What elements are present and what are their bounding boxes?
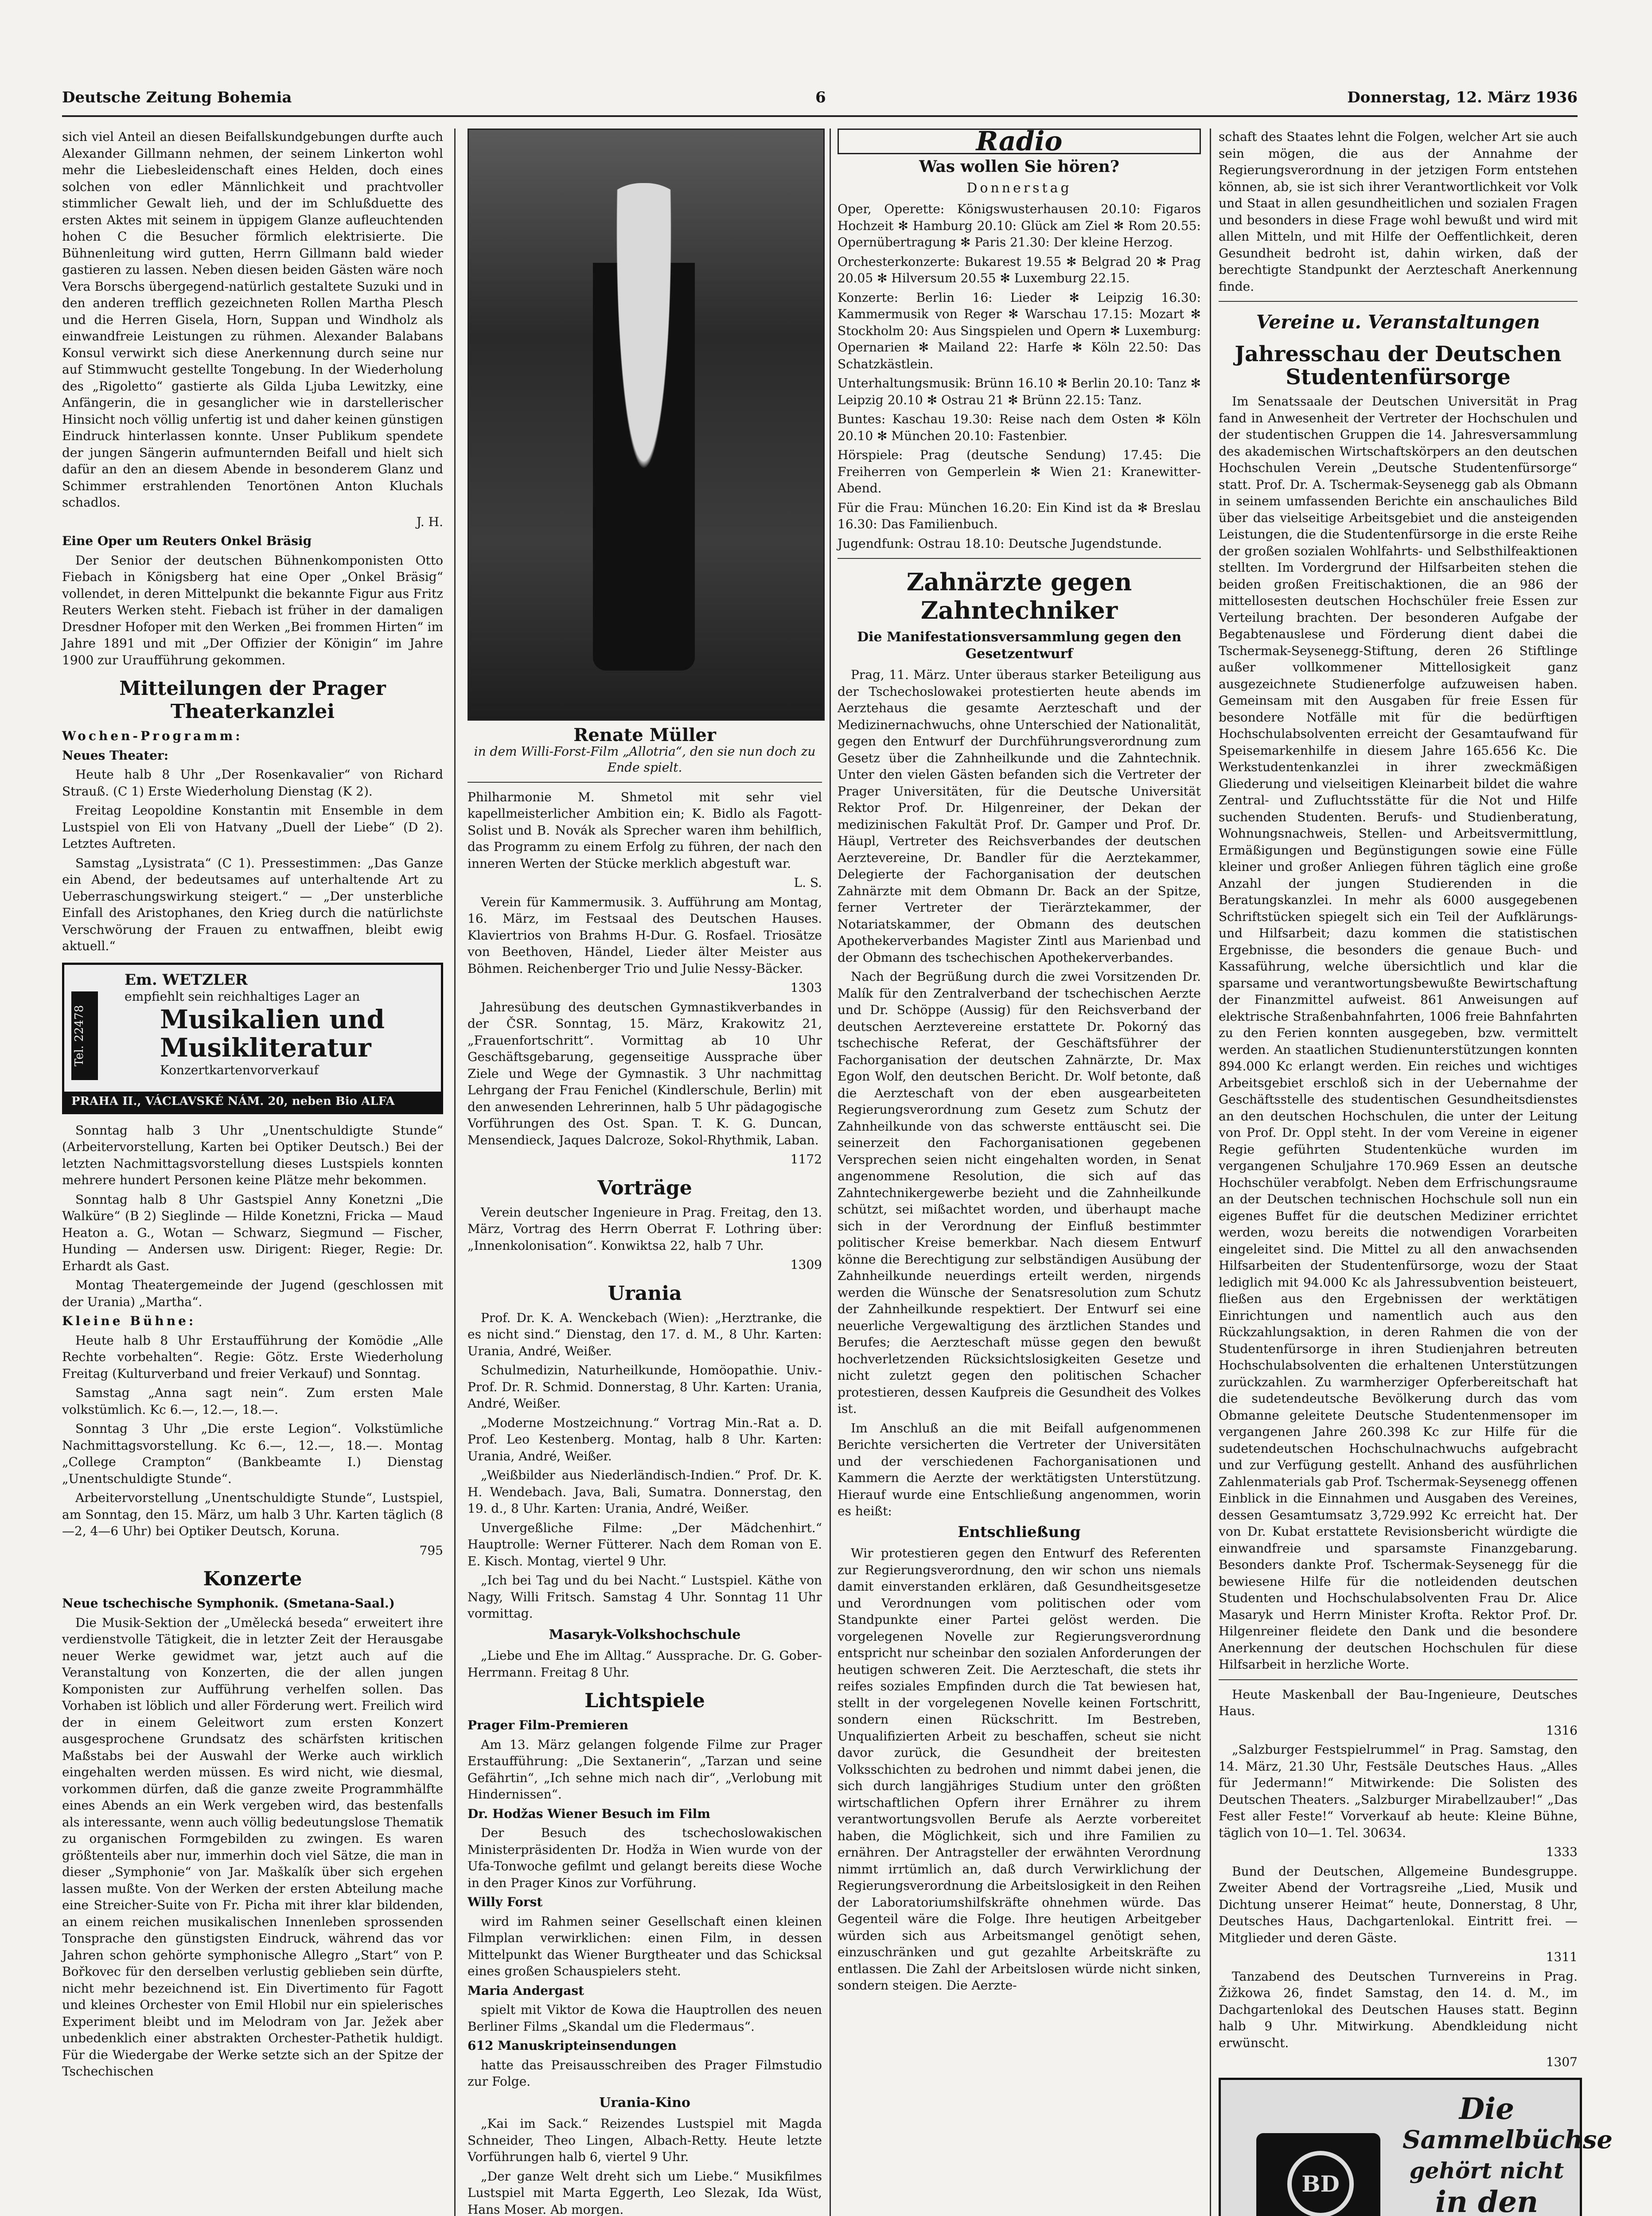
article-paragraph: spielt mit Viktor de Kowa die Hauptrollen des neuen Berliner Films „Skandal um die Fledermaus“. xyxy=(468,2002,822,2034)
article-headline: Jahresschau der Deutschen Studentenfürsorge xyxy=(1235,342,1562,390)
divider xyxy=(468,782,822,783)
column-1 xyxy=(62,129,443,2083)
ad-subline: Konzertkartenvorverkauf xyxy=(160,1062,319,1077)
radio-listing: Oper, Operette: Königswusterhausen 20.10: Figaros Hochzeit ✻ Hamburg 20.10: Glück am Ziel ✻ Rom 20.55: Opernübertragung ✻ Paris 21.30: Der kleine Herzog. xyxy=(838,202,1201,250)
section-heading: Lichtspiele xyxy=(584,1689,705,1712)
notice-entry: „Weißbilder aus Niederländisch-Indien.“ Prof. Dr. K. H. Wendebach. Java, Bali, Sumatra. Donnerstag, den 19. d., 8 Uhr. Karten: Urania, André, Weißer. xyxy=(468,1468,822,1516)
collection-box-poster xyxy=(1219,2078,1613,2216)
theater-heading: Kleine Bühne: xyxy=(62,1314,196,1328)
article-paragraph: Philharmonie M. Shmetol mit sehr viel kapellmeisterlicher Ambition ein; K. Bidlo als Fagott-Solist und B. Novák als Sprecher waren ihm behilflich, das Programm zu einem Erfolg zu führen, der nach den inneren Werten der Stücke merklich abgestuft war. xyxy=(468,789,822,871)
ad-tagline: empfiehlt sein reichhaltiges Lager an xyxy=(125,989,360,1004)
divider xyxy=(1219,1679,1578,1680)
notice-number: 795 xyxy=(419,1543,443,1558)
notice-entry: „Salzburger Festspielrummel“ in Prag. Samstag, den 14. März, 21.30 Uhr, Festsäle Deutsches Haus. „Alles für Jedermann!“ Mitwirkende: Die Solisten des Deutschen Theaters. „Salzburger Mirabellzauber!“ „Das Fest aller Feste!“ Vorverkauf ab heute: Kleine Bühne, täglich von 10—1. Tel. 30634. xyxy=(1219,1742,1578,1840)
bd-badge: BD xyxy=(1287,2151,1354,2216)
notice-entry: Schulmedizin, Naturheilkunde, Homöopathie. Univ.-Prof. Dr. R. Schmid. Donnerstag, 8 Uhr. Karten: Urania, André, Weißer. xyxy=(468,1363,822,1411)
article-paragraph: Im Senatssaale der Deutschen Universität in Prag fand in Anwesenheit der Vertreter der Hochschulen und der studentischen Gruppen die 14. Jahresversammlung des akademischen Wirtschaftskörpers an den deutschen Hochschulen Verein „Deutsche Studentenfürsorge“ statt. Prof. Dr. A. Tschermak-Seysenegg gab als Obmann in seinem umfassenden Berichte ein anschauliches Bild über das vielseitige Arbeitsgebiet und die ansteigenden Leistungen, die die Studentenfürsorge in die erste Reihe der großen sozialen Wohlfahrts- und Selbsthilfeaktionen stellten. Im Vordergrund der Hilfsarbeiten stehen die beiden großen Freitischaktionen, die an 986 der mittellosesten deutschen Hochschüler freie Essen zur Verteilung brachten. Der besonderen Aufgabe der Begabtenauslese und Förderung dient dabei die Tschermak-Seysenegg-Stiftung, deren 26 Stiftlinge außer vollkommener Mittellosigkeit ganz ausgezeichnete Studienerfolge aufzuweisen haben. Gemeinsam mit den Ausgaben für freie Essen für besondere Notfälle mit für die bedürftigen Hochschulabsolventen erreicht der Gesamtaufwand für Speisemarkenhilfe in diesem Jahre 165.656 Kc. Die Werkstudentenkanzlei in ihrer zweckmäßigen Gliederung und vielseitigen Kleinarbeit bildet die wahre Zentral- und Zufluchtsstätte für die Not und Hilfe suchenden Studenten. Berufs- und Studienberatung, Wohnungsnachweis, Stellen- und Arbeitsvermittlung, Ermäßigungen und Begünstigungen sowie eine Fülle kleiner und großer Anliegen führen täglich eine große Anzahl der jungen Studierenden in die Beratungskanzlei. In mehr als 6000 ausgegebenen Schriftstücken spiegelt sich ein Teil der Aufklärungs- und Hilfsarbeit; dazu kommen die statistischen Ergebnisse, die besonders die genaue Buch- und Kassaführung, welche übersichtlich und klar die sparsame und verantwortungsbewußte Bewirtschaftung der Finanzmittel aufweist. 861 Anweisungen auf elektrische Straßenbahnfahrten, 1006 freie Bahnfahrten zu den Ferien konnten ausgegeben, bzw. vermittelt werden. An staatlichen Studienunterstützungen konnten 894.000 Kc erlangt werden. Ein reiches und wichtiges Arbeitsgebiet erschloß sich in der Uebernahme der Geschäftsstelle des studentischen Gesundheitsdienstes an den deutschen Hochschulen, die unter der Leitung von Prof. Dr. Oppl steht. In der vom Vereine in eigener Regie geführten Studentenküche wurden im vergangenen Schuljahre 170.969 Essen an deutsche Hochschüler verabfolgt. Neben dem Erfrischungsraume an der Deutschen technischen Hochschule soll nun ein eigenes Buffet für die deutschen Mediziner errichtet werden, wozu bereits die notwendigen Vorarbeiten eingeleitet sind. Die Mittel zu all den anwachsenden Hilfsarbeiten der Studentenfürsorge, wozu der Staat lediglich mit 94.000 Kc als Jahressubvention beisteuert, fließen aus den Ergebnissen der werktätigen Einrichtungen und namentlich auch aus den Rückzahlungsaktion, in deren Rahmen die von der Studentenfürsorge in ihren Studienjahren betreuten Hochschulabsolventen die erhaltenen Unterstützungen zurückzahlen. Zu warmherziger Opferbereitschaft hat die sudetendeutsche Bevölkerung durch das vom Obmanne geleitete Deutsche Studentenmensoper im vergangenen Jahre 260.398 Kc zur Hilfe für die sudetendeutschen Hochschulnachwuchs aufgebracht und zur Verfügung gestellt. Anhand des ausführlichen Zahlenmaterials gab Prof. Tschermak-Seysenegg offenen Einblick in die Einnahmen und Ausgaben des Vereines, dessen Gesamtumsatz 3,729.992 Kc erreicht hat. Der von Dr. Kubat erstattete Revisionsbericht würdigte die einwandfreie und sparsamste Finanzgebarung. Besonders dankte Prof. Tschermak-Seysenegg für die bewiesene Hilfe für die notleidenden deutschen Studenten und Hochschulabsolventen Frau Dr. Alice Masaryk und Herrn Minister Krofta. Rektor Prof. Dr. Hilgenreiner fleidete den Dank und die besondere Anerkennung der deutschen Hochschulen für diese Hilfsarbeit in herzliche Worte. xyxy=(1219,394,1578,1672)
divider xyxy=(838,558,1201,559)
article-heading: Dr. Hodžas Wiener Besuch im Film xyxy=(468,1806,710,1821)
radio-listing: Orchesterkonzerte: Bukarest 19.55 ✻ Belgrad 20 ✻ Prag 20.05 ✻ Hilversum 20.55 ✻ Luxemburg 22.15. xyxy=(838,254,1201,285)
weekday-label: Donnerstag xyxy=(966,180,1072,196)
page-header xyxy=(62,89,1578,117)
article-paragraph: Nach der Begrüßung durch die zwei Vorsitzenden Dr. Malík für den Zentralverband der tschechischen Aerzte und Dr. Schöppe (Aussig) für den Reichsverband der deutschen Aerztevereine erstattete Dr. Pokorný das tschechische Referat, der Geschäftsführer der Fachorganisation der deutschen Zahnärzte, Dr. Max Egon Wolf, den deutschen Bericht. Dr. Wolf betonte, daß die Aerzteschaft von der eben ausgearbeiteten Regierungsverordnung zum Gesetz zum Schutz der Zahnheilkunde von das schwerste enttäuscht sei. Die seinerzeit den Fachorganisationen gegebenen Versprechen seien nicht eingehalten worden, in Senat angenommene Resolution, die sich auf das Zahntechnikergewerbe bezieht und die Zahnheilkunde schützt, sei mißachtet worden, und überhaupt mache sich in der Verordnung der Einfluß bestimmter politischer Kreise bemerkbar. Nach diesem Entwurf könne die Berechtigung zur selbständigen Ausübung der Zahnheilkunde neuerdings erteilt werden, nirgends werden die Wünsche der Senatsresolution zum Schutz der Zahnheilkunde respektiert. Der Entwurf sei eine neuerliche Vergewaltigung des ärztlichen Standes und Berufes; die Aerzteschaft müsse gegen den bewußt hochverletzenden Rücksichtslosigkeiten Gesetze und nicht zuletzt gegen den politischen Schacher protestieren, dessen Kaufpreis die Gesundheit des Volkes ist. xyxy=(838,969,1201,1416)
notice-entry: Verein deutscher Ingenieure in Prag. Freitag, den 13. März, Vortrag des Herrn Oberrat F. Lothring über: „Innenkolonisation“. Konwiktsa 22, halb 7 Uhr. xyxy=(468,1205,822,1253)
poster-line: Die xyxy=(1459,2091,1515,2126)
wetzler-advertisement xyxy=(62,963,443,1114)
notice-number: 1309 xyxy=(790,1257,822,1272)
article-paragraph: Am 13. März gelangen folgende Filme zur Prager Erstaufführung: „Die Sextanerin“, „Tarzan und seine Gefährtin“, „Ich sehne mich nach dir“, „Verlobung mit Hindernissen“. xyxy=(468,1737,822,1802)
article-paragraph: hatte das Preisausschreiben des Prager Filmstudio zur Folge. xyxy=(468,2057,822,2089)
column-4 xyxy=(1219,129,1613,2216)
ad-headline: Musikalien und xyxy=(160,1004,385,1034)
article-subheadline: Die Manifestationsversammlung gegen den Gesetzentwurf xyxy=(857,629,1181,662)
page-number: 6 xyxy=(815,89,826,106)
article-heading: Willy Forst xyxy=(468,1895,543,1909)
notice-number: 1303 xyxy=(790,980,822,995)
notice-entry: „Liebe und Ehe im Alltag.“ Aussprache. Dr. G. Gober-Herrmann. Freitag 8 Uhr. xyxy=(468,1648,822,1680)
issue-date: Donnerstag, 12. März 1936 xyxy=(1347,89,1578,106)
ad-company: Em. WETZLER xyxy=(125,971,248,989)
ad-address: PRAHA II., VÁCLAVSKÉ NÁM. 20, neben Bio ALFA xyxy=(64,1092,441,1112)
notice-entry: Verein für Kammermusik. 3. Aufführung am Montag, 16. März, im Festsaal des Deutschen Hauses. Klaviertrios von Brahms H-Dur. G. Rosfael. Triosätze von Beethoven, Händel, Lieder älter Meister aus Böhmen. Reichenberger Trio und Julie Nessy-Bäcker. xyxy=(468,894,822,976)
section-heading: Mitteilungen der Prager Theaterkanzlei xyxy=(119,677,386,723)
ad-headline: Musikliteratur xyxy=(160,1032,371,1063)
program-entry: Heute halb 8 Uhr Erstaufführung der Komödie „Alle Rechte vorbehalten“. Regie: Götz. Erste Wiederholung Freitag (Kulturverband und freier Verkauf) und Sonntag. xyxy=(62,1333,443,1381)
article-paragraph: Prag, 11. März. Unter überaus starker Beteiligung aus der Tschechoslowakei protestierten heute abends im Aerztehaus die gesamte Aerzteschaft und der Medizinernachwuchs, ohne Unterschied der Nationalität, gegen den Entwurf der Durchführungsverordnung zum Gesetz über die Zahnheilkunde und die Zahntechnik. Unter den vielen Gästen befanden sich die Vertreter der Prager Universitäten, für die Deutsche Universität Rektor Prof. Dr. Hilgenreiner, der Dekan der medizinischen Fakultät Prof. Dr. Gamper und Prof. Dr. Häupl, Vertreter des Reichsverbandes der deutschen Aerztevereine, Dr. Bandler für die Aerztekammer, Delegierte der Fachorganisation der deutschen Zahnärzte mit dem Obmann Dr. Back an der Spitze, ferner Vertreter der Tierärztekammer, der Notariatskammer, der Obmann des deutschen Apothekerverbandes Magister Zintl aus Marienbad und der Obmann des tschechischen Apothekerverbandes. xyxy=(838,667,1201,965)
program-entry: Freitag Leopoldine Konstantin mit Ensemble in dem Lustspiel von Eli von Hatvany „Duell der Liebe“ (D 2). Letztes Auftreten. xyxy=(62,803,443,851)
article-signature: L. S. xyxy=(794,875,822,890)
poster-slogan xyxy=(1403,2091,1613,2216)
notice-number: 1333 xyxy=(1546,1845,1578,1859)
notice-entry: Heute Maskenball der Bau-Ingenieure, Deutsches Haus. xyxy=(1219,1687,1578,1718)
portrait-photo xyxy=(468,129,825,721)
photo-caption: in dem Willi-Forst-Film „Allotria“, den sie nun doch zu Ende spielt. xyxy=(474,744,816,775)
section-heading: Urania xyxy=(608,1282,682,1305)
notice-entry: Prof. Dr. K. A. Wenckebach (Wien): „Herztranke, die es nicht sind.“ Dienstag, den 17. d. M., 8 Uhr. Karten: Urania, André, Weißer. xyxy=(468,1310,822,1358)
article-paragraph: sich viel Anteil an diesen Beifallskundgebungen durfte auch Alexander Gillmann nehmen, der seinem Linkerton wohl mehr die Liebesleidenschaft eines Helden, doch eines solchen von edler Männlichkeit und prachtvoller stimmlicher Gewalt lieh, und der im Schlußduette des ersten Aktes mit seinem in üppigem Glanze aufleuchtenden hohen C die Besucher förmlich elektrisierte. Die Bühnenleitung wird gutten, Herrn Gillmann bald wieder gastieren zu lassen. Neben diesen beiden Gästen wäre noch Vera Borschs übergegend-natürlich gestaltete Suzuki und in den anderen trefflich gezeichneten Rollen Martha Plesch und die Herren Gisela, Horn, Suppan und Windholz als einwandfreie Leistungen zu rühmen. Alexander Balabans Konsul verwirkt sich diese Anerkennung durch seine nur auf Stimmwucht gestellte Tongebung. In der Wiederholung des „Rigoletto“ gastierte als Gilda Ljuba Lewitzky, eine Anfängerin, die in gesanglicher wie in darstellerischer Hinsicht noch völlig unfertig ist und daher keinen günstigen Eindruck hinterlassen konnte. Unser Publikum spendete der jungen Sängerin aufmunternden Beifall und hielt sich dafür an den an diesem Abende in besonderem Glanz und Schimmer erstrahlenden Tenortönen Anton Kluchals schadlos. xyxy=(62,129,443,510)
column-rule xyxy=(1210,129,1211,2216)
article-heading: Prager Film-Premieren xyxy=(468,1718,628,1732)
program-entry: Montag Theatergemeinde der Jugend (geschlossen mit der Urania) „Martha“. xyxy=(62,1278,443,1309)
ad-phone: Tel. 22478 xyxy=(71,991,98,1080)
radio-listing: Für die Frau: München 16.20: Ein Kind ist da ✻ Breslau 16.30: Das Familienbuch. xyxy=(838,500,1201,531)
program-entry: Sonntag halb 8 Uhr Gastspiel Anny Konetzni „Die Walküre“ (B 2) Sieglinde — Hilde Konetzni, Fricka — Maud Heaton a. G., Wotan — Schwarz, Siegmund — Fischer, Hunding — Andersen usw. Dirigent: Rieger, Regie: Dr. Erhardt als Gast. xyxy=(62,1192,443,1273)
column-3 xyxy=(838,126,1201,1997)
section-heading: Vereine u. Veranstaltungen xyxy=(1256,311,1540,333)
subsection-heading: Masaryk-Volkshochschule xyxy=(549,1627,741,1642)
theater-heading: Neues Theater: xyxy=(62,748,169,763)
newspaper-title: Deutsche Zeitung Bohemia xyxy=(62,89,292,106)
article-paragraph: Der Senior der deutschen Bühnenkomponisten Otto Fiebach in Königsberg hat eine Oper „Onkel Bräsig“ vollendet, in deren Mittelpunkt die bekannte Figur aus Fritz Reuters Werken steht. Fiebach ist früher in der damaligen Dresdner Hofoper mit den Werken „Bei frommen Hirten“ im Jahre 1891 und mit „Der Offizier der Königin“ im Jahre 1900 zur Uraufführung gekommen. xyxy=(62,553,443,667)
notice-number: 1172 xyxy=(790,1152,822,1167)
column-rule xyxy=(830,129,831,2216)
section-heading: Konzerte xyxy=(203,1568,302,1590)
article-paragraph: wird im Rahmen seiner Gesellschaft einen kleinen Filmplan verwirklichen: einen Film, in dessen Mittelpunkt das Wiener Burgtheater und das Schicksal eines großen Schauspielers steht. xyxy=(468,1914,822,1978)
notice-entry: Jahresübung des deutschen Gymnastikverbandes in der ČSR. Sonntag, 15. März, Krakowitz 21, „Frauenfortschritt“. Vormittag ab 10 Uhr Geschäftsgebarung, gegenseitige Aussprache über Ziele und Wege der Gymnastik. 3 Uhr nachmittag Lehrgang der Frau Fenichel (Kindlerschule, Berlin) mit den anwesenden Lehrerinnen, halb 5 Uhr pädagogische Vorführungen des Ost. Span. T. K. G. Duncan, Mensendieck, Jaques Dalcroze, Sokol-Rhythmik, Laban. xyxy=(468,999,822,1147)
radio-listing: Hörspiele: Prag (deutsche Sendung) 17.45: Die Freiherren von Gemperlein ✻ Wien 21: Kranewitter-Abend. xyxy=(838,448,1201,495)
radio-listing: Jugendfunk: Ostrau 18.10: Deutsche Jugendstunde. xyxy=(838,536,1162,551)
article-heading: Eine Oper um Reuters Onkel Bräsig xyxy=(62,534,312,548)
subsection-heading: Was wollen Sie hören? xyxy=(919,157,1119,176)
article-heading: 612 Manuskripteinsendungen xyxy=(468,2038,677,2053)
article-heading: Maria Andergast xyxy=(468,1983,584,1998)
subsection-heading: Entschließung xyxy=(958,1523,1081,1541)
column-rule xyxy=(454,129,456,2216)
article-paragraph: Wir protestieren gegen den Entwurf des Referenten zur Regierungsverordnung, den wir schon uns niemals damit einverstanden erklären, daß Gesundheitsgesetze und Verordnungen vom politischen oder vom Standpunkte einer Partei gelöst werden. Die vorgelegenen Novelle zur Regierungsverordnung entspricht nur scheinbar den sozialen Anforderungen der heutigen schweren Zeit. Die Aerzteschaft, die stets ihr reifes soziales Empfinden durch die Tat bewiesen hat, stellt in der vorgelegenen Novelle keinen Fortschritt, sondern einen Rückschritt. Im Bestreben, Unqualifizierten Arbeit zu beschaffen, scheut sie nicht davor zurück, die Gesundheit der breitesten Volksschichten zu bedrohen und nimmt dabei jenen, die sich durch langjähriges Studium unter den größten wirtschaftlichen Opfern ihrer Ernährer zu ihrem verantwortungsvollen Berufe als Aerzte vorbereitet haben, die Möglichkeit, sich und ihre Familien zu ernähren. Der Antragsteller der erwähnten Verordnung nimmt irrtümlich an, daß durch Verwirklichung der Regierungsverordnung die Arbeitslosigkeit in den Reihen der Laboratoriumshilfskräfte ohnehmen würde. Das Gegenteil wäre die Folge. Ihre heutigen Arbeitgeber würden sich aus Arbeitsmangel genötigt sehen, einzuschränken und gut gezahlte Arbeitskräfte zu entlassen. Die Zahl der Arbeitslosen würde nicht sinken, sondern steigen. Die Aerzte- xyxy=(838,1546,1201,1993)
radio-listing: Unterhaltungsmusik: Brünn 16.10 ✻ Berlin 20.10: Tanz ✻ Leipzig 20.10 ✻ Ostrau 21 ✻ Brünn 22.15: Tanz. xyxy=(838,376,1201,407)
section-heading: Radio xyxy=(838,129,1201,154)
program-entry: Samstag „Lysistrata“ (C 1). Pressestimmen: „Das Ganze ein Abend, der bedeutsames auf unterhaltende Art zu Ueberraschungswirkung steigert.“ — „Der unsterbliche Einfall des Aristophanes, den Krieg durch die natürlichste Verschwörung der Frauen zu entwaffnen, bleibt ewig aktuell.“ xyxy=(62,855,443,953)
program-heading: Wochen-Programm: xyxy=(62,729,243,743)
article-paragraph: Der Besuch des tschechoslowakischen Ministerpräsidenten Dr. Hodža in Wien wurde von der Ufa-Tonwoche gefilmt und gelangt bereits diese Woche in den Prager Kinos zur Vorführung. xyxy=(468,1826,822,1890)
divider xyxy=(1219,301,1578,302)
notice-entry: Tanzabend des Deutschen Turnvereins in Prag. Žižkowa 26, findet Samstag, den 14. d. M., im Dachgartenlokal des Deutschen Hauses statt. Beginn halb 9 Uhr. Mitwirkung. Abendkleidung nicht erwünscht. xyxy=(1219,1969,1578,2050)
notice-entry: Unvergeßliche Filme: „Der Mädchenhirt.“ Hauptrolle: Werner Fütterer. Nach dem Roman von E. E. Kisch. Montag, viertel 9 Uhr. xyxy=(468,1520,822,1568)
column-2 xyxy=(468,129,822,2216)
poster-line: in den xyxy=(1435,2184,1539,2216)
radio-listing: Buntes: Kaschau 19.30: Reise nach dem Osten ✻ Köln 20.10 ✻ München 20.10: Fastenbier. xyxy=(838,412,1201,443)
article-paragraph: Im Anschluß an die mit Beifall aufgenommenen Berichte versicherten die Vertreter der Universitäten und der verschiedenen Fachorganisationen und Kammern die Aerzte der werktätigsten Unterstützung. Hierauf wurde eine Entschließung angenommen, worin es heißt: xyxy=(838,1420,1201,1518)
article-heading: Neue tschechische Symphonik. (Smetana-Saal.) xyxy=(62,1596,395,1611)
notice-entry: „Moderne Mostzeichnung.“ Vortrag Min.-Rat a. D. Prof. Leo Kestenberg. Montag, halb 8 Uhr. Karten: Urania, André, Weißer. xyxy=(468,1415,822,1463)
notice-entry: Bund der Deutschen, Allgemeine Bundesgruppe. Zweiter Abend der Vortragsreihe „Lied, Musik und Dichtung unserer Heimat“ heute, Donnerstag, 8 Uhr, Deutsches Haus, Dachgartenlokal. Eintritt frei. — Mitglieder und deren Gäste. xyxy=(1219,1864,1578,1945)
program-entry: Arbeitervorstellung „Unentschuldigte Stunde“, Lustspiel, am Sonntag, den 15. März, um halb 3 Uhr. Karten täglich (8—2, 4—6 Uhr) bei Optiker Deutsch, Koruna. xyxy=(62,1490,443,1538)
notice-entry: „Der ganze Welt dreht sich um Liebe.“ Musikfilmes Lustspiel mit Marta Eggerth, Leo Slezak, Ida Wüst, Hans Moser. Ab morgen. xyxy=(468,2169,822,2216)
figure-silhouette xyxy=(593,183,695,671)
program-entry: Heute halb 8 Uhr „Der Rosenkavalier“ von Richard Strauß. (C 1) Erste Wiederholung Dienstag (K 2). xyxy=(62,767,443,799)
radio-listing: Konzerte: Berlin 16: Lieder ✻ Leipzig 16.30: Kammermusik von Reger ✻ Warschau 17.15: Mozart ✻ Stockholm 20: Aus Singspielen und Opern ✻ Luxemburg: Opernarien ✻ Mailand 22: Harfe ✻ Köln 22.50: Das Schatzkästlein. xyxy=(838,290,1201,371)
article-paragraph: schaft des Staates lehnt die Folgen, welcher Art sie auch sein mögen, die aus der Annahme der Regierungsverordnung in der jetzigen Form entstehen können, ab, sie ist sich ihrer Verantwortlichkeit vor Volk und Staat in allen gesundheitlichen und sozialen Fragen und besonders in diese Frage wohl bewußt und wird mit allen Mitteln, und mit Hilfe der Oeffentlichkeit, deren Gesundheit bedroht ist, dahin wirken, daß der berechtigte Standpunkt der Aerzteschaft Anerkennung finde. xyxy=(1219,129,1578,294)
article-paragraph: Die Musik-Sektion der „Umělecká beseda“ erweitert ihre verdienstvolle Tätigkeit, die in letzter Zeit der Herausgabe neuer Werke gewidmet war, jetzt auch auf die Veranstaltung von Konzerten, die der allen jungen Komponisten zur Aufführung verhelfen sollen. Das Vorhaben ist löblich und aller Förderung wert. Freilich wird der in einem Geleitwort zum ersten Konzert ausgesprochene Grundsatz des schärfsten kritischen Maßstabs bei der Auswahl der Werke auch wirklich eingehalten werden müssen. Es wird nicht, wie diesmal, vorkommen dürfen, daß die ganze zweite Programmhälfte eines Abends an ein Werk vergeben wird, das bestenfalls als interessante, wenn auch völlig bedeutungslose Thematik zu organischen Formgebilden zu zwingen. Es waren größtenteils aber nur, immerhin doch viel Sätze, die man in dieser „Symphonie“ von Jar. Maškalík über sich ergehen lassen mußte. Von der Werken der ersten Abteilung mache eine Streicher-Suite von Fr. Picha mit ihrer klar bildenden, an einem reichen musikalischen Innenleben sprossenden Tonsprache den günstigsten Eindruck, während das vor Jahren schon gehörte symphonische Allegro „Start“ von P. Bořkovec für den derselben verlustig geblieben sein dürfte, nicht mehr bezeichnend ist. Ein Divertimento für Fagott und kleines Orchester von Emil Hlobil nur ein spielerisches Experiment bleibt und im Melodram von Jar. Ježek aber unbedenklich einer abstrakten Orchester-Pathetik huldigt. Für die Wiedergabe der Werke setzte sich an der Spitze der Tschechischen xyxy=(62,1615,443,2079)
notice-number: 1307 xyxy=(1546,2055,1578,2069)
notice-number: 1311 xyxy=(1546,1950,1578,1964)
notice-number: 1316 xyxy=(1546,1723,1578,1738)
notice-entry: „Ich bei Tag und du bei Nacht.“ Lustspiel. Käthe von Nagy, Willi Fritsch. Samstag 4 Uhr. Sonntag 11 Uhr vormittag. xyxy=(468,1573,822,1621)
article-signature: J. H. xyxy=(416,514,443,529)
article-headline: Zahnärzte gegen Zahntechniker xyxy=(906,568,1132,624)
section-heading: Vorträge xyxy=(597,1176,692,1199)
notice-entry: „Kai im Sack.“ Reizendes Lustspiel mit Magda Schneider, Theo Lingen, Albach-Retty. Heute letzte Vorführungen halb 6, viertel 9 Uhr. xyxy=(468,2116,822,2164)
program-entry: Sonntag halb 3 Uhr „Unentschuldigte Stunde“ (Arbeitervorstellung, Karten bei Optiker Deutsch.) Bei der letzten Nachmittagsvorstellung dieses Lustspiels konnten mehrere hundert Personen keine Plätze mehr bekommen. xyxy=(62,1123,443,1187)
poster-line: gehört nicht xyxy=(1409,2157,1564,2184)
photo-caption-name: Renate Müller xyxy=(573,725,716,745)
poster-line: Sammelbüchse xyxy=(1403,2125,1613,2154)
subsection-heading: Urania-Kino xyxy=(599,2095,690,2111)
program-entry: Samstag „Anna sagt nein“. Zum ersten Male volkstümlich. Kc 6.—, 12.—, 18.—. xyxy=(62,1385,443,1417)
program-entry: Sonntag 3 Uhr „Die erste Legion“. Volkstümliche Nachmittagsvorstellung. Kc 6.—, 12.—, 18.—. Montag „College Crampton“ (Bankbeamte I.) Dienstag „Unentschuldigte Stunde“. xyxy=(62,1421,443,1486)
